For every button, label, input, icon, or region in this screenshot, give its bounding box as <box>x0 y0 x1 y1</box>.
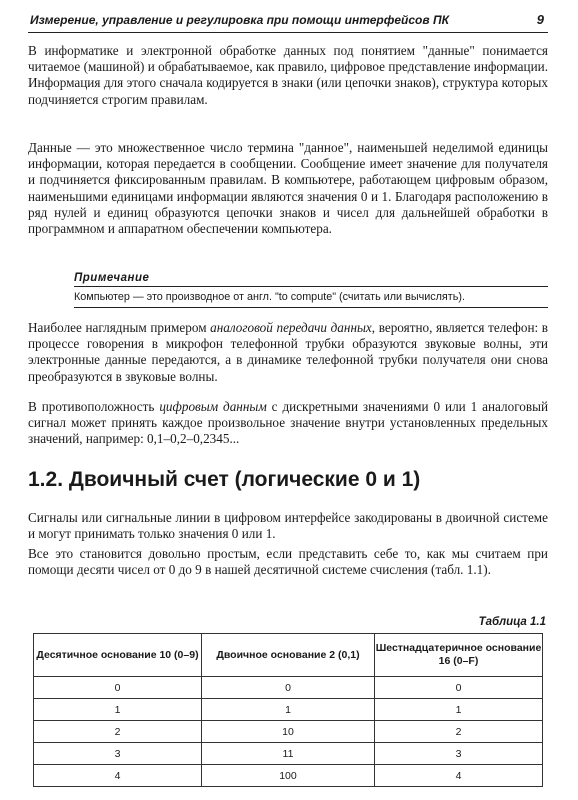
cell-binary: 10 <box>201 721 374 743</box>
paragraph-4-text <box>28 399 548 448</box>
paragraph-4 <box>28 399 548 454</box>
header-hex: Шестнадцатеричное основание 16 (0–F) <box>375 634 543 677</box>
cell-hex: 2 <box>375 721 543 743</box>
cell-hex: 3 <box>375 743 543 765</box>
paragraph-3-emphasis: аналоговой передачи данных <box>210 320 372 335</box>
paragraph-1 <box>28 43 548 114</box>
table-row <box>34 677 543 699</box>
paragraph-5 <box>28 510 548 548</box>
paragraph-3-text <box>28 320 548 385</box>
note-text: Компьютер — это производное от англ. "to compute" (считать или вычислять). <box>74 291 548 308</box>
cell-decimal: 4 <box>34 765 202 787</box>
header-decimal: Десятичное основание 10 (0–9) <box>34 634 202 677</box>
paragraph-3-end: , вероятно, является телефон: в процессе говорения в микрофон телефонной трубки образуются звуковые волны, эти электронные данные передаются, а в динамике телефонной трубки получателя они снова преобразуются в звуковые волны. <box>28 320 549 384</box>
table-caption: Таблица 1.1 <box>478 616 546 628</box>
paragraph-6-text: Все это становится довольно простым, если представить себе то, как мы считаем при помощи десяти чисел от 0 до 9 в нашей десятичной системе счисления (табл. 1.1). <box>28 546 548 578</box>
paragraph-2 <box>28 140 548 243</box>
page-number: 9 <box>536 12 544 27</box>
table-row <box>34 699 543 721</box>
note-label: Примечание <box>74 272 548 287</box>
paragraph-4-emphasis: цифровым данным <box>159 399 267 414</box>
header-binary: Двоичное основание 2 (0,1) <box>201 634 374 677</box>
cell-decimal: 1 <box>34 699 202 721</box>
cell-binary: 1 <box>201 699 374 721</box>
paragraph-3-start: Наиболее наглядным примером <box>28 320 211 335</box>
number-systems-table <box>33 633 543 787</box>
paragraph-2-text: Данные — это множественное число термина "данное", наименьшей неделимой единицы информации, которая передается в сообщении. Сообщение имеет значение для получателя и подчиняется фиксированным правилам. В компьютере, работающем цифровым образом, наименьшими единицами информации являются значения 0 и 1. Благодаря расположению в ряд нулей и единиц образуются цепочки знаков и чисел для дальнейшей обработки в программном и аппаратном обеспечении компьютера. <box>28 140 548 237</box>
paragraph-5-text: Сигналы или сигнальные линии в цифровом интерфейсе закодированы в двоичной системе и могут принимать только значения 0 или 1. <box>28 510 548 542</box>
cell-binary: 100 <box>201 765 374 787</box>
running-header <box>28 10 548 33</box>
cell-binary: 11 <box>201 743 374 765</box>
table-header-row <box>34 634 543 677</box>
paragraph-4-start: В противоположность <box>28 399 160 414</box>
cell-decimal: 0 <box>34 677 202 699</box>
section-heading: 1.2. Двоичный счет (логические 0 и 1) <box>28 468 421 491</box>
cell-binary: 0 <box>201 677 374 699</box>
paragraph-3 <box>28 320 548 391</box>
paragraph-4-end: с дискретными значениями 0 или 1 аналоговый сигнал может принять каждое произвольное значение внутри установленных предельных значений, например: 0,1–0,2–0,2345... <box>28 399 549 447</box>
table-row <box>34 721 543 743</box>
paragraph-6 <box>28 546 548 584</box>
table-row <box>34 743 543 765</box>
paragraph-1-text: В информатике и электронной обработке данных под понятием "данные" понимается читаемое (машиной) и обрабатываемое, как правило, цифровое представление информации. Информация для этого сначала кодируется в знаки (или цепочки знаков), структура которых подчиняется строгим правилам. <box>28 43 548 107</box>
cell-decimal: 3 <box>34 743 202 765</box>
cell-hex: 1 <box>375 699 543 721</box>
cell-decimal: 2 <box>34 721 202 743</box>
cell-hex: 0 <box>375 677 543 699</box>
table-row <box>34 765 543 787</box>
running-title: Измерение, управление и регулировка при помощи интерфейсов ПК <box>30 13 449 27</box>
cell-hex: 4 <box>375 765 543 787</box>
note-box <box>74 272 548 308</box>
